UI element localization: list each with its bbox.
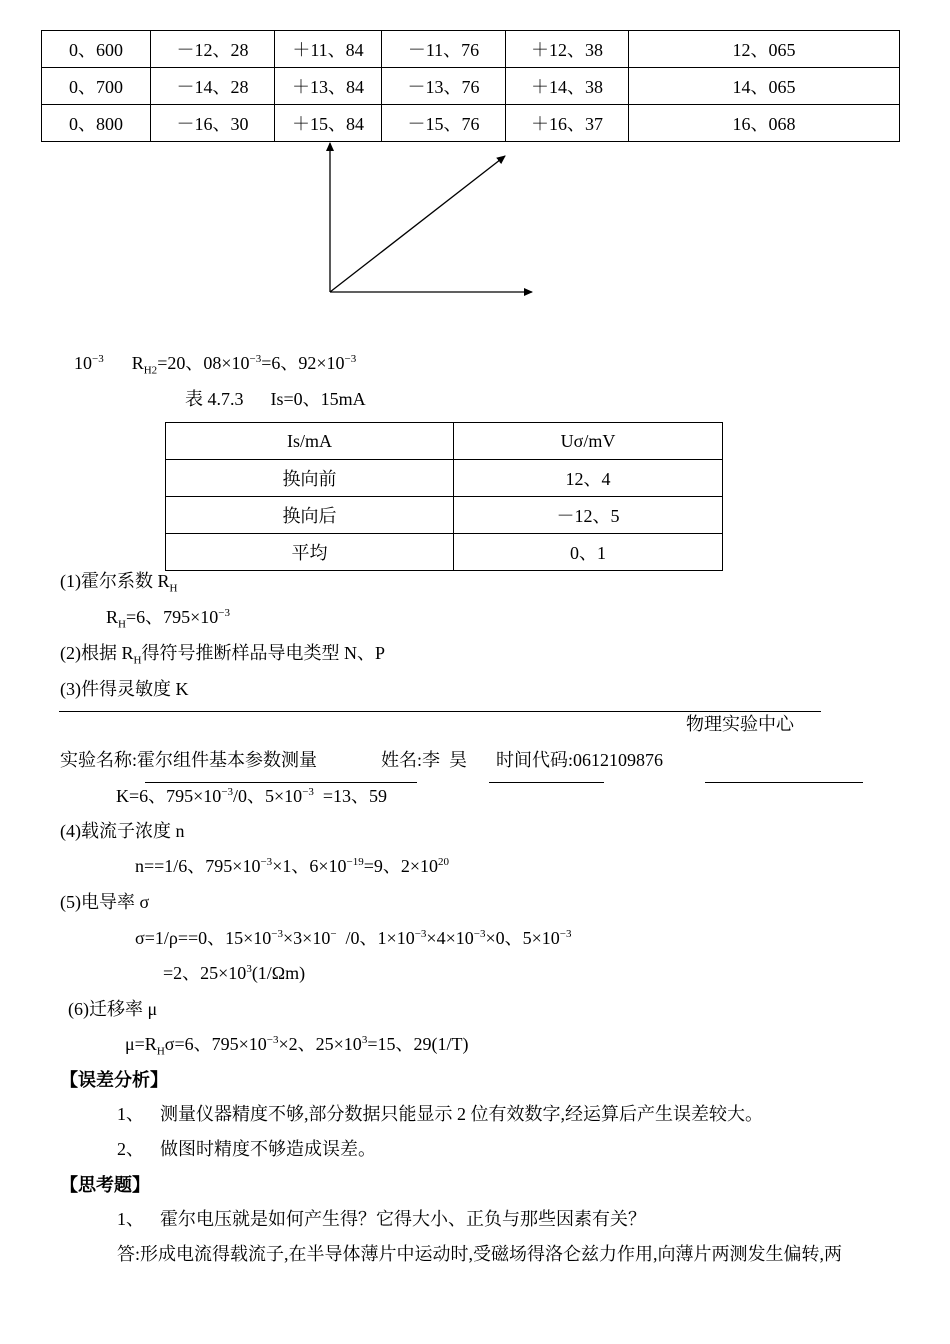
type-title: (2)根据 $R_H$得符号推断样品导电类型 N、P — [60, 643, 385, 667]
rh-value: $R_H=6$、$795\times 10^{-3}$ — [106, 607, 230, 631]
column-header: Is/mA — [166, 423, 454, 460]
diagonal-line — [330, 156, 505, 292]
table-cell: 换向前 — [166, 460, 454, 497]
data-table — [41, 30, 900, 142]
is-table — [165, 422, 723, 571]
question-number: 1、 — [117, 1209, 144, 1229]
error-item-text: 做图时精度不够造成误差。 — [160, 1139, 376, 1159]
sens-title: (3)件得灵敏度 K — [60, 679, 189, 699]
n-expression: n==1/6、$795\times 10^{-3}\times 1$、$6\times 10^{-19}=9$、$2\times 10^{20}$ — [135, 856, 450, 876]
table-cell: 12、4 — [454, 460, 723, 497]
table-cell: 0、700 — [42, 68, 151, 105]
table-cell: 16、068 — [629, 105, 900, 142]
n-title: (4)载流子浓度 n — [60, 821, 185, 841]
answer-text: 答:形成电流得载流子,在半导体薄片中运动时,受磁场得洛仑兹力作用,向薄片两测发生偏转,两 — [117, 1244, 842, 1264]
questions-heading: 【思考题】 — [60, 1175, 150, 1195]
table-cell: 0、800 — [42, 105, 151, 142]
mu-expression: $\mu=R_H\sigma=6$、$795\times 10^{-3}\times 2$、$25\times 10^3=15$、29(1/T) — [125, 1034, 469, 1058]
table-row — [166, 460, 723, 497]
error-item-number: 1、 — [117, 1104, 144, 1124]
k-expression: K=6、$795\times 10^{-3}/0$、$5\times 10^{-3} =13$、59 — [116, 786, 388, 806]
table-cell: ＋14、38 — [506, 68, 629, 105]
table-cell: －13、76 — [382, 68, 506, 105]
sigma-result: =2、$25\times 10^3(1/\Omega m)$ — [163, 963, 306, 983]
error-analysis-heading: 【误差分析】 — [60, 1070, 168, 1090]
table-row — [42, 31, 900, 68]
column-header: Uσ/mV — [454, 423, 723, 460]
rh2-line: $10^{-3}$ $R_{H2}=20$、$08\times 10^{-3}=6$、$92\times 10^{-3}$ — [74, 353, 357, 377]
mu-title: (6)迁移率 μ — [68, 999, 158, 1019]
student-name: 姓名:李 昊 — [381, 750, 468, 770]
table-caption: 表 4.7.3 Is=0、15mA — [185, 389, 366, 409]
table-cell: ＋16、37 — [506, 105, 629, 142]
table-row — [42, 68, 900, 105]
table-cell: 0、1 — [454, 534, 723, 571]
time-code: 时间代码:0612109876 — [496, 750, 664, 770]
table-row — [166, 497, 723, 534]
table-row — [166, 534, 723, 571]
header-center: 物理实验中心 — [686, 714, 794, 734]
underline-1 — [145, 782, 417, 783]
table-cell: 0、600 — [42, 31, 151, 68]
underline-2 — [489, 782, 604, 783]
table-cell: －12、5 — [454, 497, 723, 534]
question-text: 霍尔电压就是如何产生得？它得大小、正负与那些因素有关？ — [160, 1209, 646, 1229]
table-cell: ＋13、84 — [275, 68, 382, 105]
sigma-expression: σ=1/ρ==0、$15\times 10^{-3}\times 3\times 10^-$ /0、$1\times 10^{-3}\times 4\times 10^{-3}\times 0$、$5\times 10^{-3}$ — [135, 928, 572, 948]
table-cell: 14、065 — [629, 68, 900, 105]
experiment-name: 实验名称:霍尔组件基本参数测量 — [60, 750, 317, 770]
separator-line — [59, 711, 821, 712]
table-cell: －15、76 — [382, 105, 506, 142]
table-cell: －12、28 — [151, 31, 275, 68]
table-cell: －14、28 — [151, 68, 275, 105]
error-item-number: 2、 — [117, 1139, 144, 1159]
table-cell: 换向后 — [166, 497, 454, 534]
table-cell: －11、76 — [382, 31, 506, 68]
table-cell: 12、065 — [629, 31, 900, 68]
table-cell: －16、30 — [151, 105, 275, 142]
underline-3 — [705, 782, 863, 783]
sigma-title: (5)电导率 σ — [60, 892, 150, 912]
error-item-text: 测量仪器精度不够,部分数据只能显示 2 位有效数字,经运算后产生误差较大。 — [160, 1104, 763, 1124]
sketch-graph — [300, 135, 550, 305]
table-header-row — [166, 423, 723, 460]
table-cell: ＋11、84 — [275, 31, 382, 68]
table-cell: 平均 — [166, 534, 454, 571]
table-cell: ＋15、84 — [275, 105, 382, 142]
table-cell: ＋12、38 — [506, 31, 629, 68]
hall-coeff-title: (1)霍尔系数 $R_H$ — [60, 571, 178, 595]
